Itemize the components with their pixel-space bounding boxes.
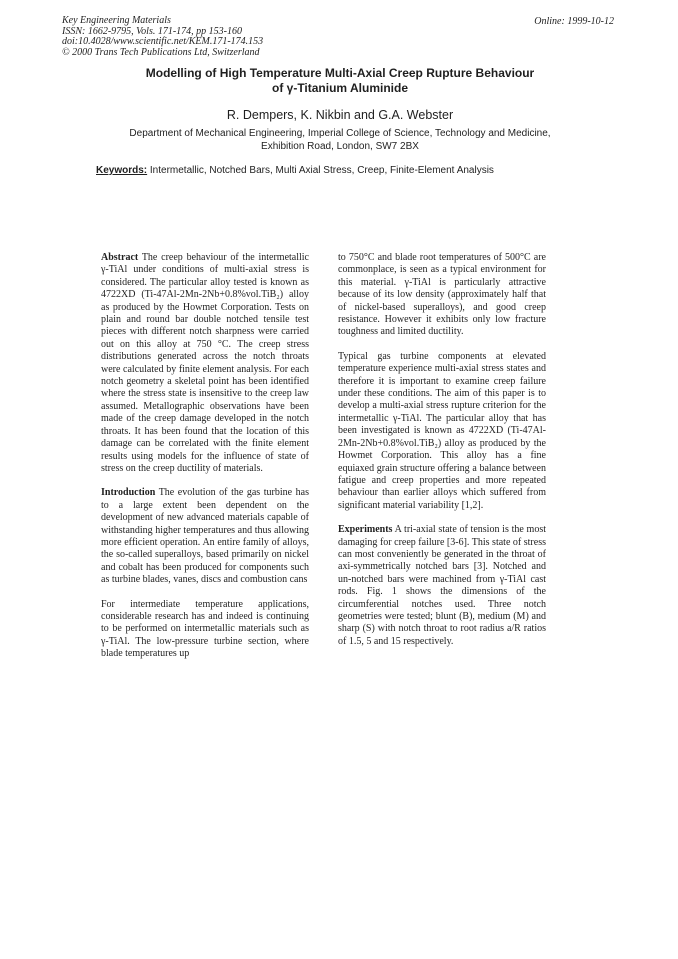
publication-metadata [62,16,263,58]
abstract-heading: Abstract [101,252,139,263]
abstract-text: The creep behaviour of the intermetallic γ-TiAl under conditions of multi-axial stress is considered. The particular alloy tested is known as 4722XD (Ti-47Al-2Mn-2Nb+0.8%vol.TiB₂) alloy as produced by the Howmet Corporation. Tests on plain and round bar double notched tensile test pieces with different notch sharpness were carried out on this alloy at 750 °C. The creep stress distributions generated across the notch throats were calculated by finite element analysis. For each notch geometry a skeletal point has been identified where the stress state is insensitive to the creep law assumed. Metallographic observations have been made of the creep damage developed in the notch throats. It has been found that the location of this damage can be correlated with the finite element results using models for the influence of state of stress on the creep ductility of materials. [101,252,309,474]
copyright-line: © 2000 Trans Tech Publications Ltd, Switzerland [62,46,260,58]
introduction-paragraph [101,487,309,586]
authors: R. Dempers, K. Nikbin and G.A. Webster [226,108,454,122]
online-date: Online: 1999-10-12 [534,16,614,27]
right-column [338,252,546,660]
affiliation [90,128,590,153]
continuation-paragraph: to 750°C and blade root temperatures of 500°C are commonplace, is seen as a typical environment for this material. γ-TiAl is particularly attractive because of its low density (approximately half that of nickel-based superalloys), and good creep resistance. However it exhibits only low fracture toughness and limited ductility. [338,252,546,338]
intermediate-temperature-paragraph: For intermediate temperature applications, considerable research has and indeed is continuing to be performed on intermetallic materials such as γ-TiAl. The low-pressure turbine section, where blade temperatures up [101,598,309,660]
doi-line: doi:10.4028/www.scientific.net/KEM.171-174.153 [62,36,264,47]
keywords-text: Intermetallic, Notched Bars, Multi Axial Stress, Creep, Finite-Element Analysis [149,165,494,176]
affiliation-line-1: Department of Mechanical Engineering, Imperial College of Science, Technology and Medicine, [129,128,551,139]
experiments-text: A tri-axial state of tension is the most damaging for creep failure [3-6]. This state of stress can most conveniently be generated in the throat of axi-symmetrically notched bars [3]. Notched and un-notched bars were machined from γ-TiAl cast rods. Fig. 1 shows the dimensions of the circumferential notches used. Three notch geometries were tested; blunt (B), medium (M) and sharp (S) with notch throat to root radius a/R ratios of 1.5, 5 and 15 respectively. [338,524,546,647]
left-column [101,252,309,673]
introduction-text: The evolution of the gas turbine has to a large extent been dependent on the development of new advanced materials capable of withstanding higher temperatures and thus allowing more efficient operation. An entire family of alloys, the so-called superalloys, based primarily on nickel and cobalt has been produced for components such as turbine blades, vanes, discs and combustion cans [101,487,309,586]
title-line-1: Modelling of High Temperature Multi-Axial Creep Rupture Behaviour [145,66,535,80]
keywords-label: Keywords: [96,165,148,176]
title-line-2: of γ-Titanium Aluminide [271,80,408,95]
paper-title [60,66,620,95]
issn-line: ISSN: 1662-9795, Vols. 171-174, pp 153-160 [62,25,242,37]
abstract-paragraph [101,252,309,475]
experiments-heading: Experiments [338,524,393,536]
journal-name: Key Engineering Materials [62,15,171,26]
introduction-heading: Introduction [101,487,156,499]
components-paragraph: Typical gas turbine components at elevated temperature experience multi-axial stress states and therefore it is important to examine creep failure under these conditions. The aim of this paper is to develop a multi-axial stress rupture criterion for the intermetallic γ-TiAl. The particular alloy that has been investigated is known as 4722XD (Ti-47Al-2Mn-2Nb+0.8%vol.TiB₂) alloy as produced by the Howmet Corporation. This alloy has a fine equiaxed grain structure offering a balance between fatigue and creep properties and more repeated behaviour than earlier alloys which suffered from significant material variability [1,2]. [338,350,546,511]
experiments-paragraph [338,524,546,648]
affiliation-line-2: Exhibition Road, London, SW7 2BX [261,140,419,152]
keywords [96,165,596,176]
